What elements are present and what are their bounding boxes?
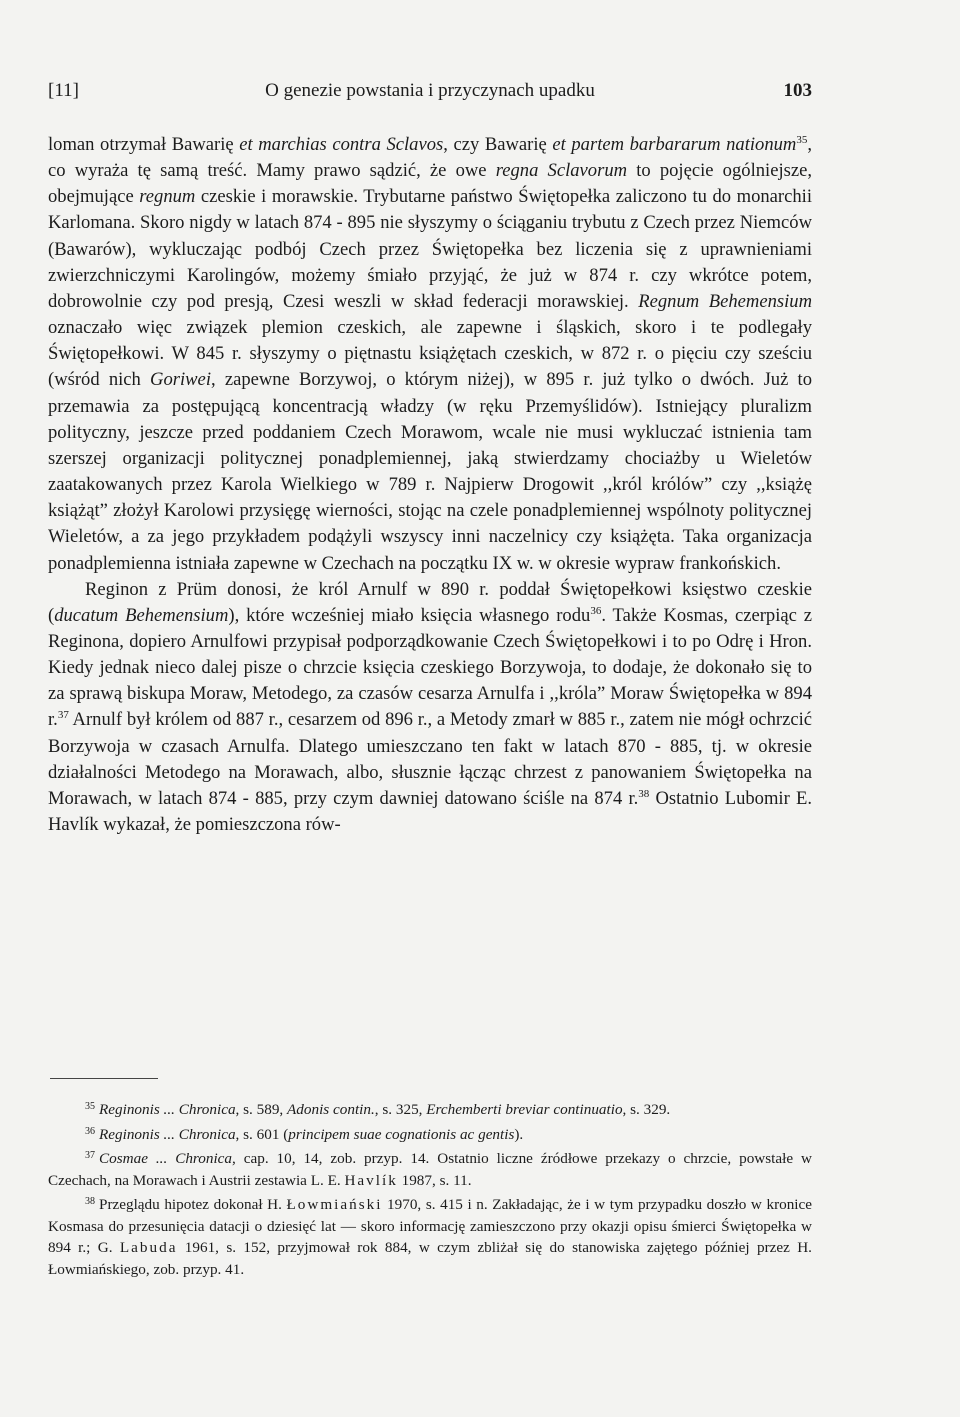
- footnote: [48, 1121, 812, 1146]
- text-run: ).: [514, 1125, 524, 1143]
- text-run: , s. 325,: [374, 1101, 427, 1118]
- footnote: [48, 1096, 812, 1121]
- italic-text: principem suae cognationis ac gentis: [288, 1125, 515, 1143]
- text-run: , s. 601 (: [235, 1125, 289, 1143]
- text-run: Przeglądu hipotez dokonał H.: [99, 1196, 287, 1213]
- italic-text: et marchias contra Sclavos: [239, 134, 444, 155]
- text-run: , co wyraża tę samą treść. Mamy prawo sądzić, że owe: [48, 134, 813, 182]
- footnote-number: 36: [85, 1125, 95, 1137]
- text-run: Ostatnio Lubomir E. Havlík wykazał, że pomieszczona rów-: [48, 787, 812, 836]
- text-run: 1961, s. 152, przyjmował rok 884, w czym zbliżał się do stanowiska zajętego później przez H. Łowmiańskiego, zob. przyp. 41.: [48, 1239, 812, 1278]
- text-run: 1970, s. 415 i n. Zakładając, że i w tym przypadku doszło w kronice Kosmasa do przesunięcia datacji o dziesięć lat — skoro informację zamieszczono przy okazji opisu śmierci Świętopełka w 894 r.; G.: [48, 1196, 813, 1256]
- footnote-number: 38: [85, 1196, 95, 1207]
- spaced-author-name: Labuda: [119, 1239, 178, 1256]
- text-run: 1987, s. 11.: [397, 1171, 472, 1189]
- italic-text: Erchemberti breviar continuatio: [426, 1101, 623, 1118]
- footnote: [48, 1191, 812, 1280]
- footnote-number: 37: [85, 1150, 95, 1161]
- footnote-reference: 37: [57, 709, 69, 722]
- italic-text: Cosmae ... Chronica: [99, 1150, 233, 1167]
- italic-text: Adonis contin.: [287, 1101, 375, 1118]
- spaced-author-name: Havlík: [344, 1171, 398, 1189]
- text-run: Reginon z Prüm donosi, że król Arnulf w 890 r. poddał Świętopełkowi księstwo czeskie (: [48, 578, 812, 626]
- footnotes: [48, 1096, 812, 1280]
- italic-text: Goriwei: [150, 369, 211, 391]
- text-run: , cap. 10, 14, zob. przyp. 14. Ostatnio liczne źródłowe przekazy o chrzcie, powstałe w Czechach, na Morawach i Austrii zestawia L. E.: [48, 1150, 813, 1189]
- text-run: , s. 329.: [622, 1101, 671, 1118]
- text-run: , s. 589,: [235, 1101, 288, 1118]
- section-signature: [11]: [48, 80, 79, 101]
- text-run: Arnulf był królem od 887 r., cesarzem od 896 r., a Metody zmarł w 885 r., zatem nie mógł ochrzcić Borzywoja w czasach Arnulfa. Dlatego umieszczano ten fakt w latach 870 - 885, tj. w okresie działalności Metodego na Morawach, albo, słusznie łącząc chrzest z panowaniem Świętopełka na Morawach, w latach 874 - 885, przy czym dawniej datowano ściśle na 874 r.: [48, 709, 812, 809]
- footnote-reference: 35: [796, 134, 808, 146]
- paragraph: [48, 577, 812, 839]
- italic-text: regnum: [139, 186, 196, 208]
- text-run: czeskie i morawskie. Trybutarne państwo Świętopełka zaliczono tu do monarchii Karlomana. Skoro nigdy w latach 874 - 895 nie słyszymy o ściąganiu trybutu z Czech przez Niemców (Bawarów), wykluczając podbój Czech przez Świętopełka bez liczenia się z uprawnieniami zwierzchniczymi Karolingów, możemy śmiało przyjąć, że już w 874 r. czy wkrótce potem, dobrowolnie czy pod presją, Czesi weszli w skład federacji morawskiej.: [48, 186, 812, 312]
- text-run: . Także Kosmas, czerpiąc z Reginona, dopiero Arnulfowi przypisał podporządkowanie Czech Świętopełkowi i to po Odrę i Hron. Kiedy jednak nieco dalej pisze o chrzcie księcia czeskiego Borzywoja, to dodaje, że dokonało się to za sprawą biskupa Moraw, Metodego, za czasów cesarza Arnulfa i ,,króla” Moraw Świętopełka w 894 r.: [48, 604, 812, 731]
- footnote-number: 35: [85, 1101, 95, 1112]
- page-number: 103: [783, 80, 812, 101]
- spaced-author-name: Łowmiański: [286, 1196, 383, 1213]
- text-run: oznaczało więc związek plemion czeskich, ale zapewne i śląskich, skoro i te podlegały Świętopełkowi. W 845 r. słyszymy o piętnastu książętach czeskich, w 872 r. o pięciu czy sześciu (wśród nich: [48, 317, 812, 391]
- italic-text: Reginonis ... Chronica: [99, 1125, 236, 1143]
- text-run: , zapewne Borzywoj, o którym niżej), w 895 r. już tylko o dwóch. Już to przemawia za postępującą koncentracją władzy (w ręku Przemyślidów). Istniejący pluralizm polityczny, jeszcze przed poddaniem Czech Morawom, wcale nie musi wykluczać istnienia tam szerszej organizacji politycznej ponadplemiennej, jaką stwierdzamy chociażby u Wieletów zaatakowanych przez Karola Wielkiego w 789 r. Najpierw Drogowit ,,król królów” czy ,,książę książąt” złożył Karolowi przysięgę wierności, stojąc na czele ponadplemiennej wspólnoty politycznej Wieletów, a za jego przykładem podążyli wszyscy inni naczelnicy czy książęta. Taka organizacja ponadplemienna istniała zapewne w Czechach na początku IX w. w okresie wypraw frankońskich.: [48, 369, 813, 574]
- italic-text: ducatum Behemensium: [54, 604, 229, 626]
- text-run: ), które wcześniej miało księcia własnego rodu: [228, 604, 591, 626]
- text-run: , czy Bawarię: [443, 134, 553, 155]
- paragraph: [48, 132, 812, 577]
- footnote-separator: [50, 1078, 158, 1079]
- footnote-reference: 38: [638, 787, 650, 800]
- text-run: to pojęcie ogólniejsze, obejmujące: [48, 160, 813, 208]
- text-run: loman otrzymał Bawarię: [48, 134, 240, 155]
- italic-text: regna Sclavorum: [495, 160, 628, 182]
- italic-text: Regnum Behemensium: [638, 290, 813, 312]
- running-title: O genezie powstania i przyczynach upadku: [265, 80, 595, 101]
- italic-text: Reginonis ... Chronica: [99, 1101, 236, 1118]
- italic-text: et partem barbararum nationum: [552, 134, 797, 155]
- main-text: [48, 132, 812, 838]
- footnote: [48, 1145, 812, 1191]
- footnote-reference: 36: [590, 604, 602, 617]
